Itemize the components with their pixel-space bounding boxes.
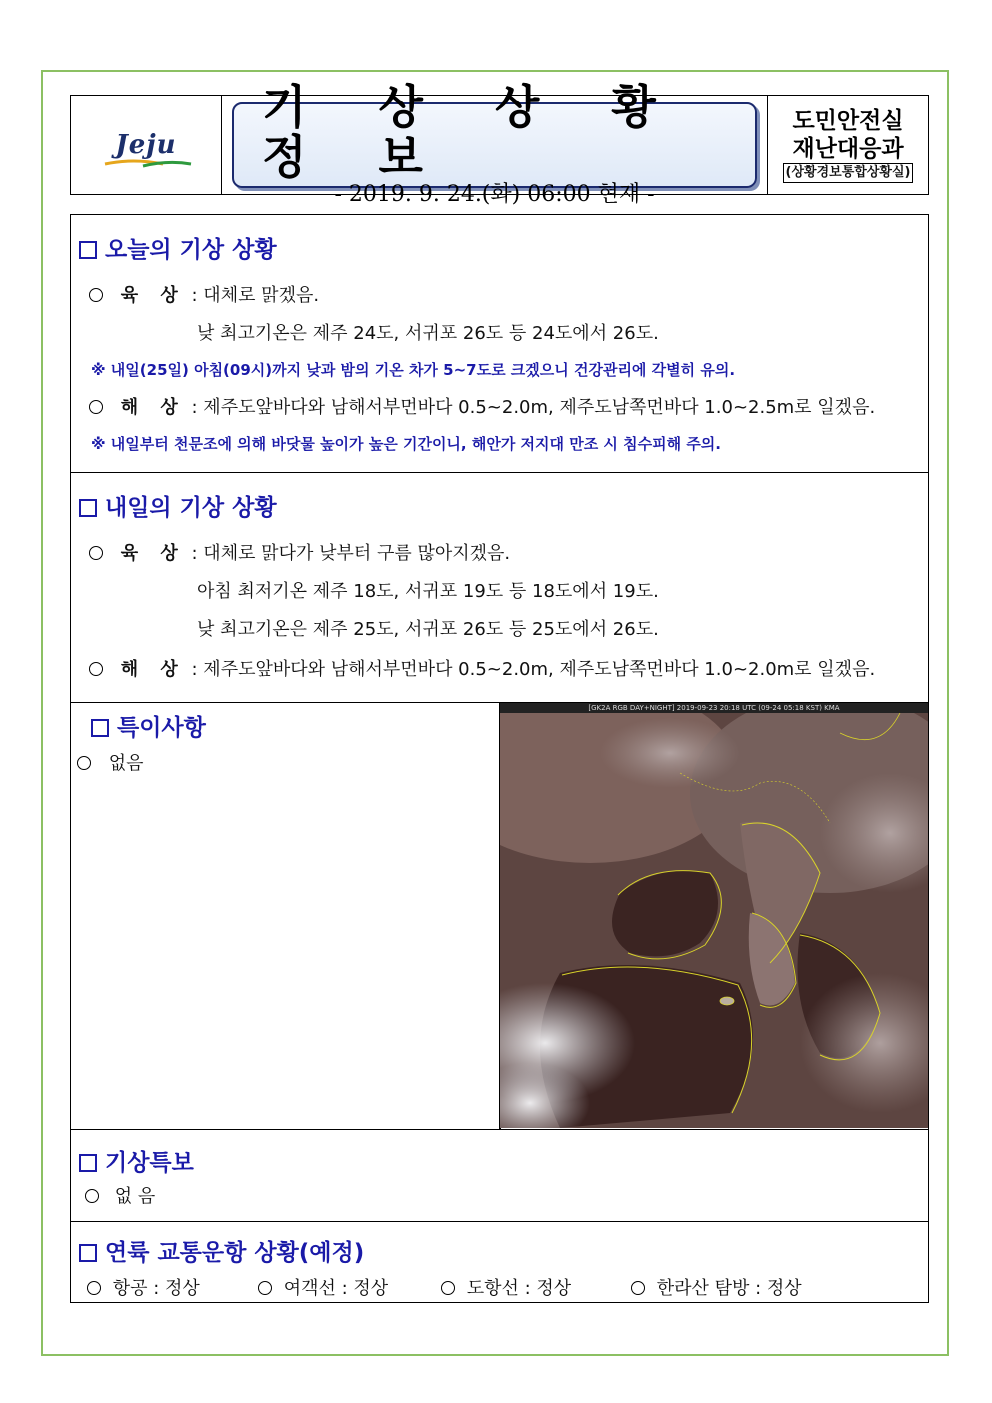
tomorrow-max-temp: 낮 최고기온은 제주 25도, 서귀포 26도 등 25도에서 26도. [197, 619, 659, 640]
division-name: 재난대응과 [792, 136, 904, 162]
circle-bullet-icon [85, 1189, 99, 1203]
today-heading [79, 231, 277, 264]
circle-bullet-icon [631, 1281, 645, 1295]
checkbox-square-icon [91, 719, 109, 737]
report-datetime: - 2019. 9. 24.(화) 06:00 현재 - [334, 182, 655, 207]
tomorrow-land-text: : 대체로 맑다가 낮부터 구름 많아지겠음. [191, 543, 511, 564]
today-title: 오늘의 기상 상황 [105, 237, 277, 263]
circle-bullet-icon [89, 662, 103, 676]
office-name: (상황경보통합상황실) [783, 163, 914, 183]
traffic-section [71, 1222, 928, 1302]
today-sea-text: : 제주도앞바다와 남해서부먼바다 0.5~2.0m, 제주도남쪽먼바다 1.0~2.5m로 일겠음. [191, 397, 876, 418]
tomorrow-title: 내일의 기상 상황 [105, 495, 277, 521]
department-cell [768, 96, 928, 194]
title-cell [222, 80, 768, 207]
tomorrow-section [71, 473, 928, 703]
tomorrow-min-temp: 아침 최저기온 제주 18도, 서귀포 19도 등 18도에서 19도. [197, 581, 659, 602]
tomorrow-heading [79, 489, 277, 522]
checkbox-square-icon [79, 1244, 97, 1262]
circle-bullet-icon [441, 1281, 455, 1295]
logo-swoosh-icon [103, 158, 193, 170]
traffic-air-text: 항공 : 정상 [112, 1278, 200, 1299]
tomorrow-sea-text: : 제주도앞바다와 남해서부먼바다 0.5~2.0m, 제주도남쪽먼바다 1.0~2.0m로 일겠음. [191, 659, 876, 680]
today-temperature-note: ※ 내일(25일) 아침(09시)까지 낮과 밤의 기온 차가 5~7도로 크겠으니 건강관리에 각별히 유의. [91, 361, 736, 379]
today-sea-label: 해 상 [120, 397, 186, 418]
today-section [71, 215, 928, 473]
today-tide-note: ※ 내일부터 천문조에 의해 바닷물 높이가 높은 기간이니, 해안가 저지대 만조 시 침수피해 주의. [91, 435, 722, 453]
circle-bullet-icon [87, 1281, 101, 1295]
today-land-text: : 대체로 맑겠음. [191, 285, 320, 306]
special-heading [91, 709, 206, 742]
traffic-ferry [258, 1274, 388, 1300]
checkbox-square-icon [79, 1154, 97, 1172]
warning-item [85, 1182, 155, 1208]
today-sea-row [89, 393, 875, 419]
traffic-island-ferry-text: 도항선 : 정상 [466, 1278, 572, 1299]
today-land-row [89, 281, 319, 307]
department-name: 도민안전실 [792, 108, 904, 134]
tomorrow-sea-row [89, 655, 875, 681]
today-land-temp: 낮 최고기온은 제주 24도, 서귀포 26도 등 24도에서 26도. [197, 323, 659, 344]
report-table [70, 214, 929, 1303]
logo-cell [71, 96, 222, 194]
circle-bullet-icon [89, 400, 103, 414]
satellite-image [500, 703, 928, 1128]
satellite-caption: [GK2A RGB DAY+NIGHT] 2019-09-23 20:18 UTC (09-24 05:18 KST) KMA [500, 703, 928, 713]
traffic-air [87, 1274, 200, 1300]
traffic-heading [79, 1234, 364, 1267]
traffic-hallasan [631, 1274, 802, 1300]
warning-item-text: 없 음 [114, 1186, 156, 1207]
circle-bullet-icon [89, 288, 103, 302]
traffic-island-ferry [441, 1274, 571, 1300]
special-section [71, 703, 928, 1130]
circle-bullet-icon [89, 546, 103, 560]
warning-title: 기상특보 [105, 1150, 194, 1176]
today-land-label: 육 상 [120, 285, 186, 306]
satellite-map-graphic [500, 713, 928, 1128]
warning-heading [79, 1144, 194, 1177]
tomorrow-land-row [89, 539, 510, 565]
tomorrow-sea-label: 해 상 [120, 659, 186, 680]
special-item-text: 없음 [108, 753, 144, 774]
circle-bullet-icon [77, 756, 91, 770]
traffic-ferry-text: 여객선 : 정상 [283, 1278, 389, 1299]
page-title: 기 상 상 황 정 보 [262, 80, 684, 184]
header [70, 80, 929, 207]
tomorrow-land-label: 육 상 [120, 543, 186, 564]
special-item [77, 749, 144, 775]
checkbox-square-icon [79, 241, 97, 259]
title-box [232, 80, 757, 207]
warning-section [71, 1130, 928, 1222]
jeju-logo: Jeju [115, 130, 177, 160]
circle-bullet-icon [258, 1281, 272, 1295]
traffic-hallasan-text: 한라산 탐방 : 정상 [656, 1278, 802, 1299]
checkbox-square-icon [79, 499, 97, 517]
traffic-title: 연륙 교통운항 상황(예정) [105, 1240, 365, 1266]
special-title: 특이사항 [117, 715, 206, 741]
